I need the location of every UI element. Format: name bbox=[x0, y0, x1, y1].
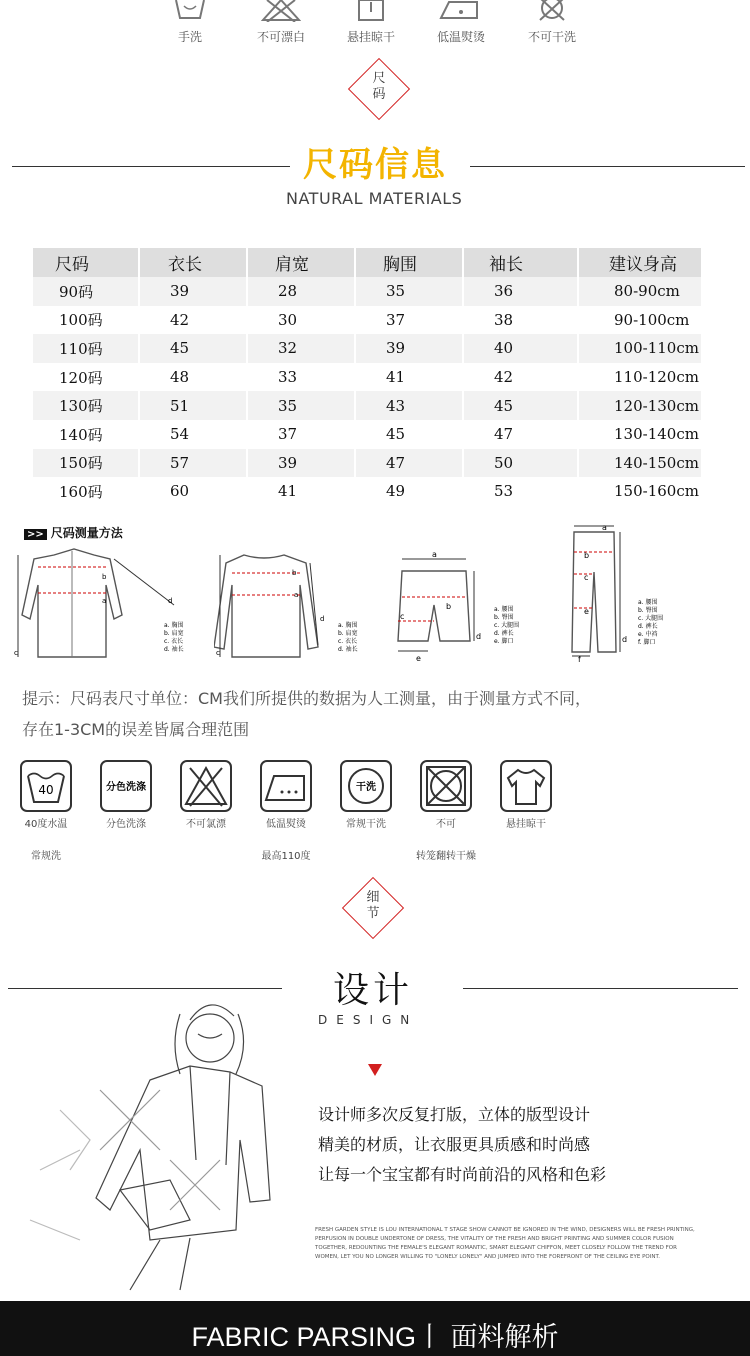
table-cell: 80-90cm bbox=[579, 277, 703, 306]
measure-tag: >> bbox=[24, 529, 47, 540]
legend-item: c. 衣长 bbox=[338, 638, 358, 645]
table-cell: 37 bbox=[356, 306, 464, 335]
fine-print: FRESH GARDEN STYLE IS LOU INTERNATIONAL T STAGE SHOW CANNOT BE IGNORED IN THE WIND, DESIGNERS WILL BE FRESH PRINTING, PERFUSION IN DOUBLE UNDERTONE OF DRESS, THE VITALITY OF THE FRESH AND BRIGHT PRINTING AND SUMMER COLOR FUSION TOGETHER, REDOUNTING THE FEMALE'S ELEGANT ROMANTIC, SMART ELEGANT CHIFFON, MEET CLOSELY FOLLOW THE TREND FOR WOMEN, LET YOU NO LONGER WILLING TO "LONELY LONELY" AND JUMPED INTO THE FOREFRONT OF THE CEILING EYE POINT. bbox=[315, 1227, 695, 1260]
size-subtitle: NATURAL MATERIALS bbox=[286, 189, 463, 208]
hang-dry-icon bbox=[351, 0, 391, 22]
diamond-char: 细 bbox=[366, 890, 380, 905]
care-icons-row bbox=[18, 760, 578, 862]
diagram-mark: c bbox=[14, 649, 18, 657]
table-cell: 49 bbox=[356, 477, 464, 506]
table-cell: 45 bbox=[464, 391, 579, 420]
diagram-mark: f bbox=[578, 655, 581, 662]
table-cell: 110码 bbox=[33, 334, 140, 363]
diagram-mark: b bbox=[446, 602, 452, 611]
table-cell: 110-120cm bbox=[579, 363, 703, 392]
care-item bbox=[246, 760, 326, 863]
care-item bbox=[86, 760, 166, 831]
table-cell: 54 bbox=[140, 420, 248, 449]
shirt-diagram bbox=[14, 545, 194, 665]
diagram-mark: e bbox=[416, 654, 421, 663]
diagram-mark: c bbox=[216, 649, 220, 657]
table-cell: 47 bbox=[464, 420, 579, 449]
table-cell: 90-100cm bbox=[579, 306, 703, 335]
design-title: 设计 bbox=[333, 970, 414, 1011]
divider-right bbox=[463, 988, 738, 989]
hang-shirt-icon bbox=[500, 760, 552, 812]
diagram-mark: d bbox=[320, 615, 325, 623]
iron-icon bbox=[260, 760, 312, 812]
legend-item: a. 胸围 bbox=[338, 622, 358, 629]
table-cell: 57 bbox=[140, 449, 248, 478]
care-label: 低温熨烫 bbox=[436, 30, 485, 44]
care-inner-text: 干洗 bbox=[356, 782, 376, 793]
diagram-mark: a bbox=[102, 597, 107, 605]
table-cell: 42 bbox=[464, 363, 579, 392]
table-cell: 51 bbox=[140, 391, 248, 420]
legend-item: b. 肩宽 bbox=[164, 630, 184, 637]
table-header: 肩宽 bbox=[248, 248, 356, 277]
table-cell: 35 bbox=[248, 391, 356, 420]
footer-banner bbox=[0, 1301, 750, 1356]
table-cell: 35 bbox=[356, 277, 464, 306]
detail-diamond-badge bbox=[343, 878, 403, 938]
no-tumble-icon bbox=[420, 760, 472, 812]
care-label: 常规干洗 bbox=[346, 819, 386, 830]
table-cell: 33 bbox=[248, 363, 356, 392]
size-diamond-badge bbox=[349, 59, 409, 119]
table-cell: 39 bbox=[248, 449, 356, 478]
care-label: 手洗 bbox=[177, 30, 202, 44]
table-cell: 42 bbox=[140, 306, 248, 335]
table-header-row bbox=[33, 248, 703, 277]
design-desc-line: 让每一个宝宝都有时尚前沿的风格和色彩 bbox=[318, 1165, 607, 1184]
triangle-down-icon bbox=[368, 1064, 382, 1076]
diagram-mark: b bbox=[584, 551, 590, 560]
table-row bbox=[33, 449, 703, 478]
care-item bbox=[486, 760, 566, 831]
table-cell: 40 bbox=[464, 334, 579, 363]
table-cell: 130码 bbox=[33, 391, 140, 420]
care-item bbox=[246, 0, 316, 45]
top-care-icons bbox=[160, 0, 600, 60]
low-iron-icon bbox=[437, 0, 485, 22]
table-cell: 150-160cm bbox=[579, 477, 703, 506]
legend-item: a. 腰围 bbox=[638, 599, 658, 606]
diagram-mark: a bbox=[294, 591, 299, 599]
legend-item: b. 臀围 bbox=[494, 614, 514, 621]
table-row bbox=[33, 334, 703, 363]
table-cell: 43 bbox=[356, 391, 464, 420]
table-row bbox=[33, 277, 703, 306]
diagram-mark: e bbox=[584, 607, 589, 616]
care-inner-text: 40 bbox=[38, 783, 54, 797]
table-cell: 90码 bbox=[33, 277, 140, 306]
care-item bbox=[155, 0, 225, 45]
table-cell: 47 bbox=[356, 449, 464, 478]
diagram-mark: b bbox=[292, 569, 297, 577]
legend-item: f. 脚口 bbox=[638, 639, 656, 646]
care-label: 低温熨烫 最高110度 bbox=[261, 819, 311, 862]
care-item bbox=[517, 0, 587, 45]
diamond-char: 尺 bbox=[372, 71, 386, 86]
diagram-mark: c bbox=[584, 573, 589, 582]
table-cell: 50 bbox=[464, 449, 579, 478]
design-desc-line: 设计师多次反复打版，立体的版型设计 bbox=[318, 1105, 591, 1124]
table-cell: 30 bbox=[248, 306, 356, 335]
size-table bbox=[33, 248, 703, 506]
design-desc-line: 精美的材质，让衣服更具质感和时尚感 bbox=[318, 1135, 591, 1154]
no-dryclean-icon bbox=[532, 0, 572, 22]
legend-item: c. 大腿围 bbox=[494, 622, 520, 629]
divider-left bbox=[8, 988, 282, 989]
diagram-mark: d bbox=[622, 635, 628, 644]
care-item bbox=[326, 760, 406, 831]
diamond-char: 节 bbox=[366, 906, 380, 921]
diagram-mark: a bbox=[432, 550, 437, 559]
care-label: 悬挂晾干 bbox=[346, 30, 395, 44]
table-cell: 160码 bbox=[33, 477, 140, 506]
table-header: 衣长 bbox=[140, 248, 248, 277]
table-header: 尺码 bbox=[33, 248, 140, 277]
diagram-mark: d bbox=[476, 632, 482, 641]
table-header: 建议身高 bbox=[579, 248, 703, 277]
table-cell: 39 bbox=[356, 334, 464, 363]
table-cell: 120码 bbox=[33, 363, 140, 392]
care-label: 不可氯漂 bbox=[186, 819, 226, 830]
legend-item: a. 胸围 bbox=[164, 622, 184, 629]
legend-item: c. 大腿围 bbox=[638, 615, 664, 622]
divider-right bbox=[470, 166, 745, 167]
care-label: 不可漂白 bbox=[256, 30, 305, 44]
pants-diagram bbox=[564, 522, 704, 662]
table-cell: 39 bbox=[140, 277, 248, 306]
table-cell: 130-140cm bbox=[579, 420, 703, 449]
measure-heading bbox=[24, 524, 123, 541]
legend-item: d. 裤长 bbox=[638, 623, 658, 630]
care-label: 分色洗涤 bbox=[106, 819, 146, 830]
care-item bbox=[6, 760, 86, 863]
fashion-sketch-image bbox=[0, 990, 300, 1295]
care-label: 40度水温 常规洗 bbox=[24, 819, 68, 862]
hand-wash-icon bbox=[170, 0, 210, 22]
table-cell: 45 bbox=[356, 420, 464, 449]
care-item bbox=[406, 760, 486, 863]
note-line-1: 提示：尺码表尺寸单位：CM我们所提供的数据为人工测量，由于测量方式不同， bbox=[22, 689, 591, 708]
table-cell: 120-130cm bbox=[579, 391, 703, 420]
table-row bbox=[33, 420, 703, 449]
care-inner-text: 分色洗涤 bbox=[106, 782, 146, 793]
design-subtitle: DESIGN bbox=[318, 1013, 419, 1027]
diagram-mark: b bbox=[102, 573, 107, 581]
legend-item: b. 臀围 bbox=[638, 607, 658, 614]
table-cell: 150码 bbox=[33, 449, 140, 478]
no-chlorine-icon bbox=[180, 760, 232, 812]
table-cell: 140码 bbox=[33, 420, 140, 449]
diagram-mark: c bbox=[400, 612, 405, 621]
legend-item: d. 袖长 bbox=[164, 646, 184, 653]
table-row bbox=[33, 477, 703, 506]
divider-left bbox=[12, 166, 290, 167]
table-row bbox=[33, 306, 703, 335]
table-cell: 60 bbox=[140, 477, 248, 506]
table-cell: 28 bbox=[248, 277, 356, 306]
note-line-2: 存在1-3CM的误差皆属合理范围 bbox=[22, 720, 250, 739]
table-cell: 37 bbox=[248, 420, 356, 449]
table-header: 袖长 bbox=[464, 248, 579, 277]
table-cell: 140-150cm bbox=[579, 449, 703, 478]
shorts-diagram bbox=[394, 545, 544, 665]
diagram-mark: d bbox=[168, 597, 173, 605]
measure-title: 尺码测量方法 bbox=[50, 526, 123, 540]
table-cell: 41 bbox=[248, 477, 356, 506]
table-cell: 41 bbox=[356, 363, 464, 392]
legend-item: d. 袖长 bbox=[338, 646, 358, 653]
no-bleach-icon bbox=[261, 0, 301, 22]
size-title: 尺码信息 bbox=[303, 145, 447, 185]
care-item bbox=[336, 0, 406, 45]
table-cell: 36 bbox=[464, 277, 579, 306]
diamond-char: 码 bbox=[372, 87, 386, 102]
color-separate-icon bbox=[100, 760, 152, 812]
table-cell: 100-110cm bbox=[579, 334, 703, 363]
table-cell: 48 bbox=[140, 363, 248, 392]
table-row bbox=[33, 391, 703, 420]
diagram-mark: a bbox=[602, 523, 607, 532]
wash-40-icon bbox=[20, 760, 72, 812]
dryclean-icon bbox=[340, 760, 392, 812]
legend-item: e. 脚口 bbox=[494, 638, 514, 645]
legend-item: d. 裤长 bbox=[494, 630, 514, 637]
table-row bbox=[33, 363, 703, 392]
legend-item: c. 衣长 bbox=[164, 638, 184, 645]
table-cell: 100码 bbox=[33, 306, 140, 335]
sweater-diagram bbox=[214, 545, 374, 665]
care-label: 不可干洗 bbox=[527, 30, 576, 44]
care-label: 悬挂晾干 bbox=[506, 819, 546, 830]
care-item bbox=[426, 0, 496, 45]
table-cell: 53 bbox=[464, 477, 579, 506]
table-cell: 38 bbox=[464, 306, 579, 335]
legend-item: e. 中裆 bbox=[638, 631, 658, 638]
table-cell: 32 bbox=[248, 334, 356, 363]
care-label: 不可 转笼翻转干燥 bbox=[416, 819, 476, 862]
table-header: 胸围 bbox=[356, 248, 464, 277]
legend-item: b. 肩宽 bbox=[338, 630, 358, 637]
legend-item: a. 腰围 bbox=[494, 606, 514, 613]
care-item bbox=[166, 760, 246, 831]
footer-title: FABRIC PARSING丨 面料解析 bbox=[191, 1322, 559, 1352]
table-cell: 45 bbox=[140, 334, 248, 363]
